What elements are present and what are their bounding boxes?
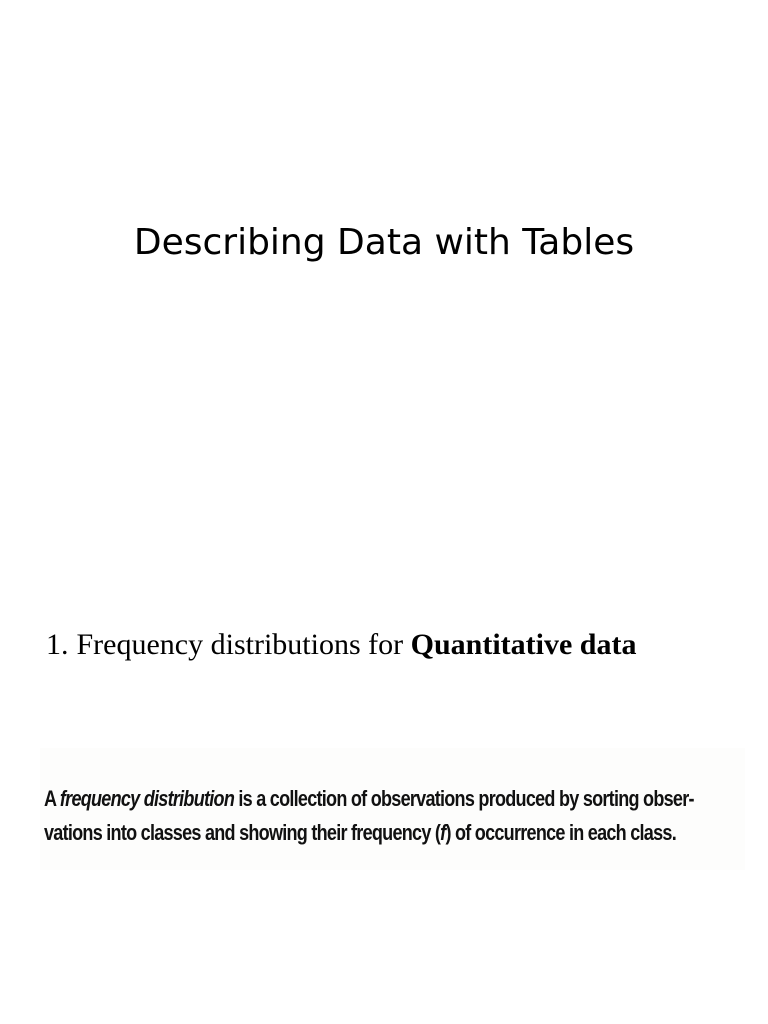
- slide-title: Describing Data with Tables: [133, 222, 635, 263]
- definition-term: frequency distribution: [59, 786, 235, 811]
- definition-text: [44, 782, 745, 850]
- subheading: [46, 628, 756, 662]
- definition-line2-end: ) of occurrence in each class.: [445, 820, 676, 845]
- definition-article: A: [44, 786, 56, 811]
- definition-symbol: f: [440, 820, 446, 845]
- definition-line1: is a collection of observations produced by sorting obser-: [238, 786, 694, 811]
- subheading-text: Frequency distributions for: [76, 628, 404, 661]
- subheading-emphasis: Quantitative data: [410, 628, 637, 661]
- subheading-number: 1.: [46, 628, 69, 661]
- definition-line2-start: vations into classes and showing their frequency (: [44, 820, 441, 845]
